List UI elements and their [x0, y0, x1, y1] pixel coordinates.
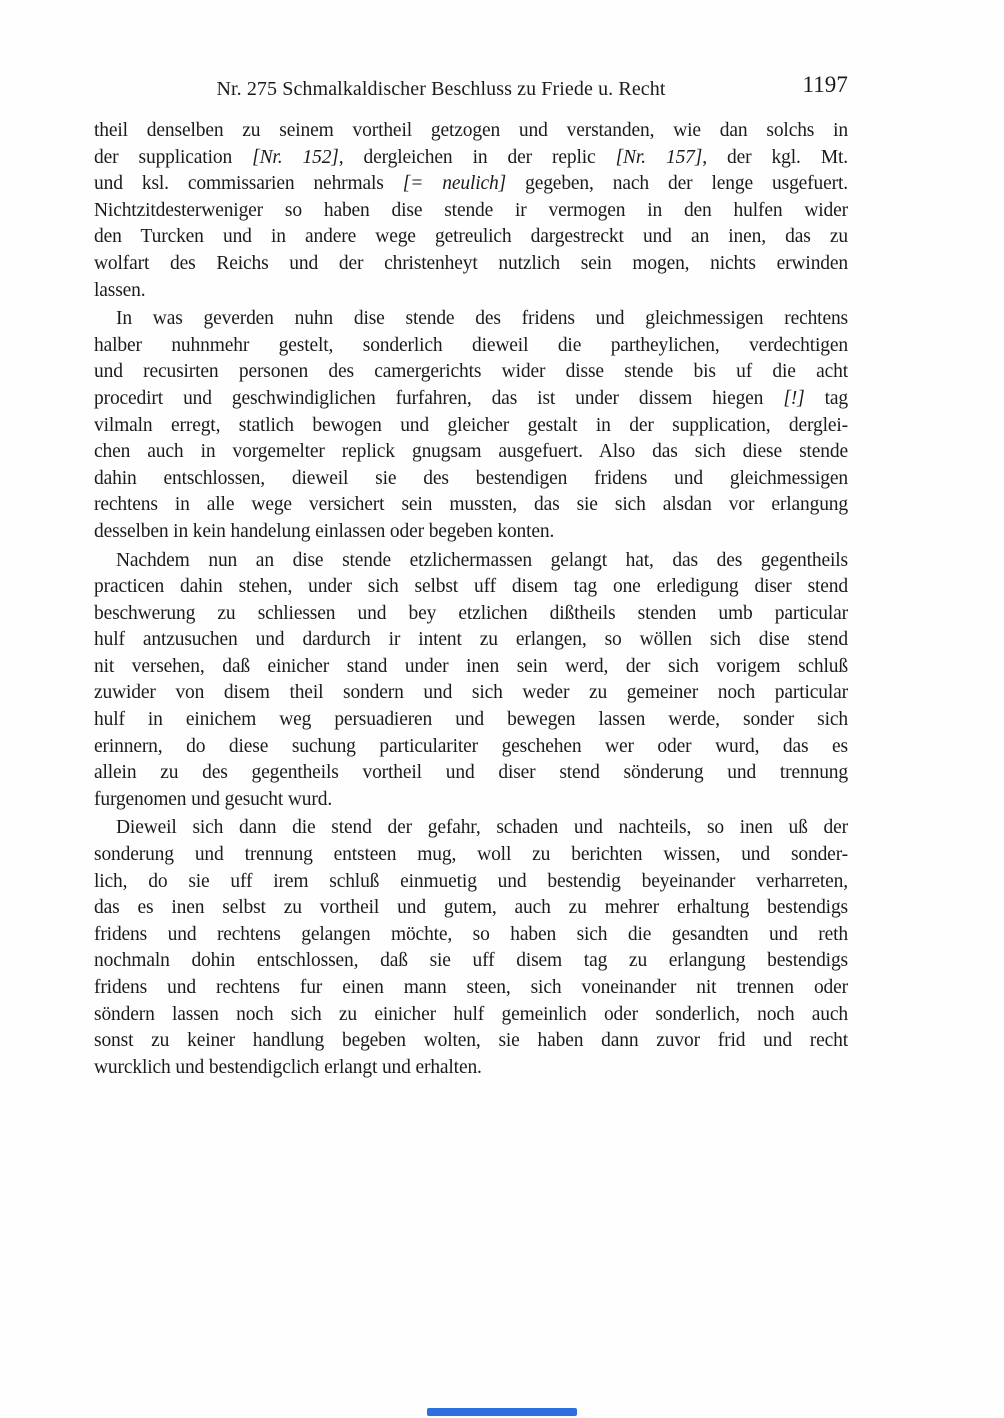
page-number: 1197 [802, 72, 848, 97]
text-line [94, 654, 848, 681]
text-line [94, 171, 848, 198]
text-segment: , der kgl. Mt. [702, 146, 849, 168]
text-line [94, 251, 848, 278]
text-segment: chen auch in vorgemelter replick gnugsam ausgefuert. Also das sich diese stende [94, 441, 848, 463]
text-segment: nit versehen, daß einicher stand under inen sein werd, der sich vorigem schluß [94, 655, 848, 677]
text-segment: fridens und rechtens gelangen möchte, so haben sich die gesandten und reth [94, 923, 848, 945]
text-line [94, 359, 848, 386]
text-line [94, 145, 848, 172]
text-line [94, 198, 848, 225]
text-segment: dahin entschlossen, dieweil sie des bestendigen fridens und gleichmessigen [94, 467, 848, 489]
text-segment: lich, do sie uff irem schluß einmuetig und bestendig beyeinander verharreten, [94, 870, 848, 892]
bottom-indicator-bar [427, 1408, 577, 1416]
text-line [94, 842, 848, 869]
text-segment: [Nr. 152] [252, 146, 339, 168]
text-line [94, 1028, 848, 1055]
paragraph [94, 815, 848, 1081]
text-segment: das es inen selbst zu vortheil und gutem, auch zu mehrer erhaltung bestendigs [94, 897, 848, 919]
text-segment: den Turcken und in andere wege getreulich dargestreckt und an inen, das zu [94, 226, 848, 248]
text-line [94, 519, 848, 546]
text-segment: erinnern, do diese suchung particulariter geschehen wer oder wurd, das es [94, 735, 848, 757]
text-segment: sonderung und trennung entsteen mug, woll zu berichten wissen, und sonder- [94, 844, 848, 866]
text-segment: söndern lassen noch sich zu einicher hulf gemeinlich oder sonderlich, noch auch [94, 1003, 848, 1025]
text-segment: , dergleichen in der replic [338, 146, 616, 168]
text-line [94, 627, 848, 654]
text-segment: furgenomen und gesucht wurd. [94, 788, 333, 810]
text-line [94, 1002, 848, 1029]
text-line [94, 386, 848, 413]
text-line [94, 466, 848, 493]
text-segment: tag [804, 387, 848, 409]
paragraph [94, 548, 848, 814]
text-line [94, 895, 848, 922]
text-line [94, 548, 848, 575]
text-segment: Dieweil sich dann die stend der gefahr, schaden und nachteils, so inen uß der [116, 817, 848, 839]
text-segment: [Nr. 157] [615, 146, 703, 168]
text-segment: practicen dahin stehen, under sich selbst uff disem tag one erledigung diser stend [94, 576, 848, 598]
text-line [94, 787, 848, 814]
text-line [94, 439, 848, 466]
text-segment: wolfart des Reichs und der christenheyt nutzlich sein mogen, nichts erwinden [94, 252, 848, 274]
text-line [94, 707, 848, 734]
text-line [94, 413, 848, 440]
text-segment: theil denselben zu seinem vortheil getzogen und verstanden, wie dan solchs in [94, 120, 848, 141]
text-line [94, 815, 848, 842]
text-segment: desselben in kein handelung einlassen oder begeben konten. [94, 520, 555, 542]
text-segment: zuwider von disem theil sondern und sich weder zu gemeiner noch particular [94, 682, 848, 704]
text-segment: hulf antzusuchen und dardurch ir intent zu erlangen, so wöllen sich dise stend [94, 629, 848, 651]
text-line [94, 601, 848, 628]
text-line [94, 760, 848, 787]
text-segment: [!] [783, 387, 805, 409]
text-line [94, 975, 848, 1002]
text-column [94, 72, 849, 1081]
page-header [94, 72, 848, 102]
text-line [94, 1055, 848, 1082]
text-segment: procedirt und geschwindiglichen furfahren, das ist under dissem hiegen [94, 387, 784, 409]
text-segment: und ksl. commissarien nehrmals [94, 173, 403, 195]
text-line [94, 333, 848, 360]
text-segment: [= neulich] [402, 173, 507, 195]
text-segment: wurcklich und bestendigclich erlangt und erhalten. [94, 1056, 482, 1078]
text-segment: allein zu des gegentheils vortheil und diser stend sönderung und trennung [94, 762, 848, 784]
text-segment: In was geverden nuhn dise stende des fridens und gleichmessigen rechtens [116, 308, 848, 330]
text-segment: Nachdem nun an dise stende etzlichermassen gelangt hat, das des gegentheils [116, 549, 848, 571]
text-line [94, 948, 848, 975]
text-segment: fridens und rechtens fur einen mann steen, sich voneinander nit trennen oder [94, 977, 848, 998]
text-line [94, 574, 848, 601]
text-line [94, 734, 848, 761]
text-segment: sonst zu keiner handlung begeben wolten, sie haben dann zuvor frid und recht [94, 1030, 848, 1052]
running-header: Nr. 275 Schmalkaldischer Beschluss zu Friede u. Recht [216, 78, 666, 100]
text-segment: rechtens in alle wege versichert sein mussten, das sie sich alsdan vor erlangung [94, 494, 848, 516]
text-line [94, 306, 848, 333]
text-segment: hulf in einichem weg persuadieren und bewegen lassen werde, sonder sich [94, 709, 848, 731]
text-line [94, 224, 848, 251]
text-segment: lassen. [94, 279, 146, 301]
paragraph [94, 306, 848, 545]
text-segment: gegeben, nach der lenge usgefuert. [506, 173, 848, 195]
text-segment: und recusirten personen des camergerichts wider disse stende bis uf die acht [94, 361, 848, 383]
text-segment: vilmaln erregt, statlich bewogen und gleicher gestalt in der supplication, derglei- [94, 414, 848, 436]
text-line [94, 869, 848, 896]
text-line [94, 492, 848, 519]
paragraph [94, 118, 848, 304]
text-body [94, 118, 848, 1081]
text-line [94, 922, 848, 949]
text-segment: Nichtzitdesterweniger so haben dise stende ir vermogen in den hulfen wider [94, 199, 848, 221]
text-segment: halber nuhnmehr gestelt, sonderlich dieweil die partheylichen, verdechtigen [94, 334, 848, 356]
text-line [94, 680, 848, 707]
text-line [94, 118, 848, 145]
text-line [94, 278, 848, 305]
text-segment: nochmaln dohin entschlossen, daß sie uff disem tag zu erlangung bestendigs [94, 950, 848, 972]
text-segment: beschwerung zu schliessen und bey etzlichen dißtheils stenden umb particular [94, 602, 848, 624]
text-segment: der supplication [94, 146, 253, 168]
